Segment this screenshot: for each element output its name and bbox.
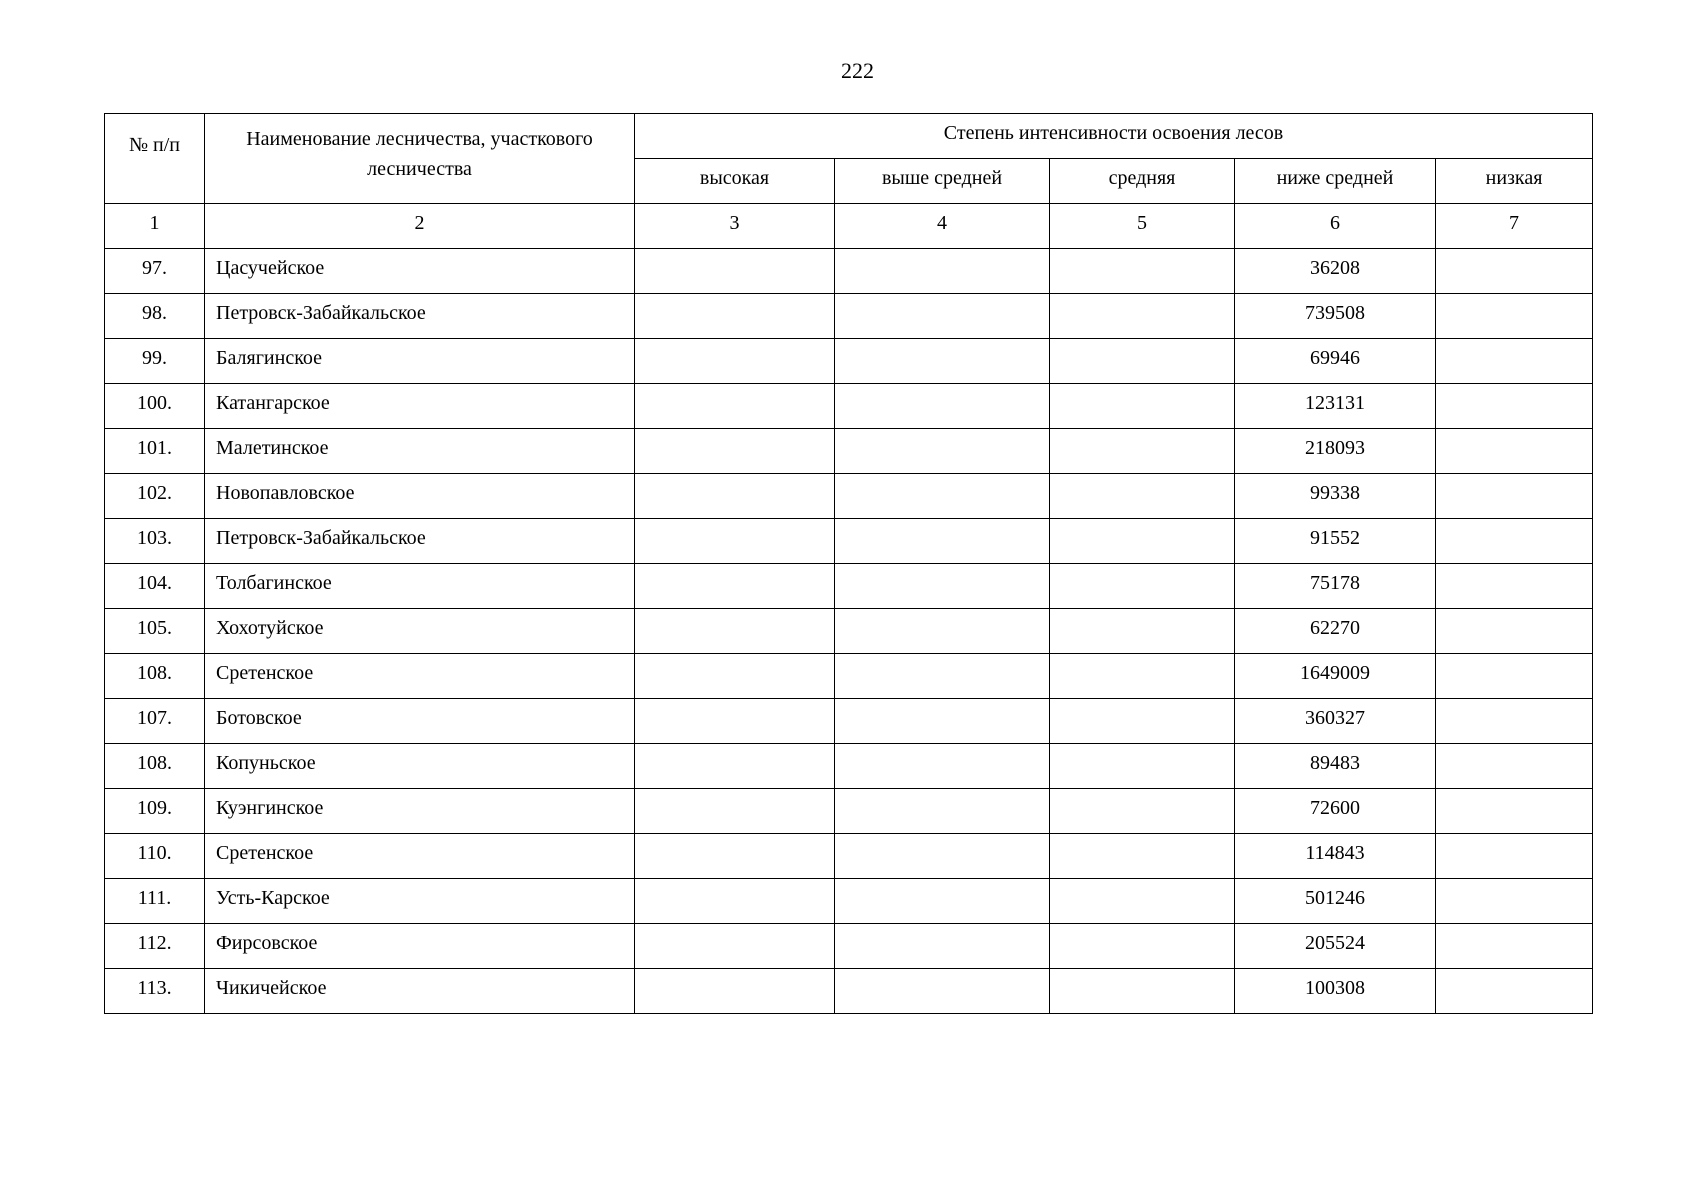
- row-cell-above-average: [835, 609, 1050, 654]
- row-cell-average: [1050, 699, 1235, 744]
- row-cell-above-average: [835, 834, 1050, 879]
- row-forestry-name: Куэнгинское: [205, 789, 635, 834]
- row-forestry-name: Малетинское: [205, 429, 635, 474]
- column-number-2: 2: [205, 204, 635, 249]
- table-row: [105, 474, 1593, 519]
- header-num: № п/п: [105, 114, 205, 204]
- table-row: [105, 699, 1593, 744]
- row-cell-low: [1436, 384, 1593, 429]
- row-forestry-name: Цасучейское: [205, 249, 635, 294]
- table-row: [105, 744, 1593, 789]
- table-row: [105, 654, 1593, 699]
- row-cell-below-average: 91552: [1235, 519, 1436, 564]
- row-number: 107.: [105, 699, 205, 744]
- row-cell-average: [1050, 429, 1235, 474]
- row-cell-average: [1050, 339, 1235, 384]
- row-forestry-name: Хохотуйское: [205, 609, 635, 654]
- row-cell-high: [635, 429, 835, 474]
- row-cell-average: [1050, 789, 1235, 834]
- header-intensity-group: Степень интенсивности освоения лесов: [635, 114, 1593, 159]
- table-row: [105, 609, 1593, 654]
- row-cell-below-average: 99338: [1235, 474, 1436, 519]
- row-cell-average: [1050, 249, 1235, 294]
- row-cell-high: [635, 744, 835, 789]
- table-row: [105, 879, 1593, 924]
- row-number: 113.: [105, 969, 205, 1014]
- row-cell-below-average: 69946: [1235, 339, 1436, 384]
- row-cell-average: [1050, 384, 1235, 429]
- row-cell-average: [1050, 969, 1235, 1014]
- row-cell-low: [1436, 429, 1593, 474]
- row-cell-high: [635, 294, 835, 339]
- row-cell-low: [1436, 519, 1593, 564]
- row-cell-below-average: 123131: [1235, 384, 1436, 429]
- row-cell-below-average: 72600: [1235, 789, 1436, 834]
- row-cell-average: [1050, 879, 1235, 924]
- column-number-7: 7: [1436, 204, 1593, 249]
- row-forestry-name: Чикичейское: [205, 969, 635, 1014]
- page-number: 222: [841, 58, 874, 83]
- column-number-3: 3: [635, 204, 835, 249]
- row-cell-above-average: [835, 699, 1050, 744]
- row-cell-high: [635, 474, 835, 519]
- row-number: 105.: [105, 609, 205, 654]
- row-forestry-name: Усть-Карское: [205, 879, 635, 924]
- table-row: [105, 969, 1593, 1014]
- row-cell-low: [1436, 249, 1593, 294]
- row-cell-average: [1050, 564, 1235, 609]
- row-cell-above-average: [835, 339, 1050, 384]
- header-low: низкая: [1436, 159, 1593, 204]
- row-cell-high: [635, 339, 835, 384]
- forest-intensity-table: [104, 113, 1593, 1014]
- row-cell-below-average: 205524: [1235, 924, 1436, 969]
- row-cell-low: [1436, 654, 1593, 699]
- row-cell-high: [635, 924, 835, 969]
- row-forestry-name: Сретенское: [205, 654, 635, 699]
- header-high: высокая: [635, 159, 835, 204]
- row-cell-low: [1436, 564, 1593, 609]
- row-cell-low: [1436, 294, 1593, 339]
- row-cell-below-average: 501246: [1235, 879, 1436, 924]
- row-number: 99.: [105, 339, 205, 384]
- row-cell-below-average: 114843: [1235, 834, 1436, 879]
- column-number-4: 4: [835, 204, 1050, 249]
- row-cell-low: [1436, 879, 1593, 924]
- row-number: 111.: [105, 879, 205, 924]
- header-above-average: выше средней: [835, 159, 1050, 204]
- row-number: 108.: [105, 654, 205, 699]
- table-row: [105, 519, 1593, 564]
- row-number: 97.: [105, 249, 205, 294]
- row-cell-above-average: [835, 564, 1050, 609]
- row-cell-above-average: [835, 789, 1050, 834]
- row-cell-high: [635, 384, 835, 429]
- row-cell-low: [1436, 609, 1593, 654]
- row-cell-below-average: 100308: [1235, 969, 1436, 1014]
- header-average: средняя: [1050, 159, 1235, 204]
- row-forestry-name: Катангарское: [205, 384, 635, 429]
- row-cell-high: [635, 699, 835, 744]
- row-cell-below-average: 75178: [1235, 564, 1436, 609]
- row-cell-below-average: 218093: [1235, 429, 1436, 474]
- row-forestry-name: Новопавловское: [205, 474, 635, 519]
- row-number: 98.: [105, 294, 205, 339]
- table-body: [105, 249, 1593, 1014]
- row-cell-above-average: [835, 969, 1050, 1014]
- row-cell-high: [635, 654, 835, 699]
- table-row: [105, 429, 1593, 474]
- row-cell-low: [1436, 834, 1593, 879]
- row-cell-below-average: 1649009: [1235, 654, 1436, 699]
- row-cell-low: [1436, 699, 1593, 744]
- table-row: [105, 924, 1593, 969]
- table-row: [105, 294, 1593, 339]
- row-number: 104.: [105, 564, 205, 609]
- row-cell-high: [635, 564, 835, 609]
- row-cell-low: [1436, 969, 1593, 1014]
- row-cell-above-average: [835, 249, 1050, 294]
- row-cell-high: [635, 519, 835, 564]
- row-cell-average: [1050, 294, 1235, 339]
- row-cell-low: [1436, 789, 1593, 834]
- header-below-average: ниже средней: [1235, 159, 1436, 204]
- row-cell-above-average: [835, 474, 1050, 519]
- row-cell-low: [1436, 744, 1593, 789]
- row-number: 109.: [105, 789, 205, 834]
- row-cell-low: [1436, 474, 1593, 519]
- table-row: [105, 339, 1593, 384]
- row-cell-high: [635, 789, 835, 834]
- row-number: 102.: [105, 474, 205, 519]
- row-forestry-name: Ботовское: [205, 699, 635, 744]
- row-forestry-name: Копуньское: [205, 744, 635, 789]
- table-row: [105, 789, 1593, 834]
- column-number-5: 5: [1050, 204, 1235, 249]
- row-number: 108.: [105, 744, 205, 789]
- table-row: [105, 564, 1593, 609]
- row-cell-low: [1436, 339, 1593, 384]
- row-cell-below-average: 89483: [1235, 744, 1436, 789]
- row-cell-average: [1050, 474, 1235, 519]
- table-row: [105, 249, 1593, 294]
- row-cell-above-average: [835, 924, 1050, 969]
- row-cell-high: [635, 249, 835, 294]
- row-cell-average: [1050, 924, 1235, 969]
- row-cell-above-average: [835, 654, 1050, 699]
- row-forestry-name: Балягинское: [205, 339, 635, 384]
- row-cell-low: [1436, 924, 1593, 969]
- table-row: [105, 384, 1593, 429]
- row-cell-above-average: [835, 744, 1050, 789]
- row-cell-high: [635, 879, 835, 924]
- row-forestry-name: Петровск-Забайкальское: [205, 519, 635, 564]
- row-cell-below-average: 62270: [1235, 609, 1436, 654]
- row-number: 101.: [105, 429, 205, 474]
- row-forestry-name: Фирсовское: [205, 924, 635, 969]
- row-number: 100.: [105, 384, 205, 429]
- column-number-6: 6: [1235, 204, 1436, 249]
- row-cell-average: [1050, 519, 1235, 564]
- row-cell-above-average: [835, 879, 1050, 924]
- column-number-1: 1: [105, 204, 205, 249]
- row-cell-average: [1050, 609, 1235, 654]
- row-forestry-name: Сретенское: [205, 834, 635, 879]
- row-number: 110.: [105, 834, 205, 879]
- header-name: Наименование лесничества, участкового лесничества: [205, 114, 635, 204]
- row-cell-average: [1050, 834, 1235, 879]
- row-cell-below-average: 36208: [1235, 249, 1436, 294]
- row-cell-above-average: [835, 429, 1050, 474]
- row-cell-average: [1050, 654, 1235, 699]
- row-cell-above-average: [835, 294, 1050, 339]
- row-cell-high: [635, 834, 835, 879]
- row-forestry-name: Толбагинское: [205, 564, 635, 609]
- row-cell-high: [635, 609, 835, 654]
- row-cell-above-average: [835, 519, 1050, 564]
- row-cell-above-average: [835, 384, 1050, 429]
- row-cell-high: [635, 969, 835, 1014]
- row-cell-below-average: 739508: [1235, 294, 1436, 339]
- row-cell-below-average: 360327: [1235, 699, 1436, 744]
- row-number: 112.: [105, 924, 205, 969]
- table-row: [105, 834, 1593, 879]
- row-forestry-name: Петровск-Забайкальское: [205, 294, 635, 339]
- row-cell-average: [1050, 744, 1235, 789]
- row-number: 103.: [105, 519, 205, 564]
